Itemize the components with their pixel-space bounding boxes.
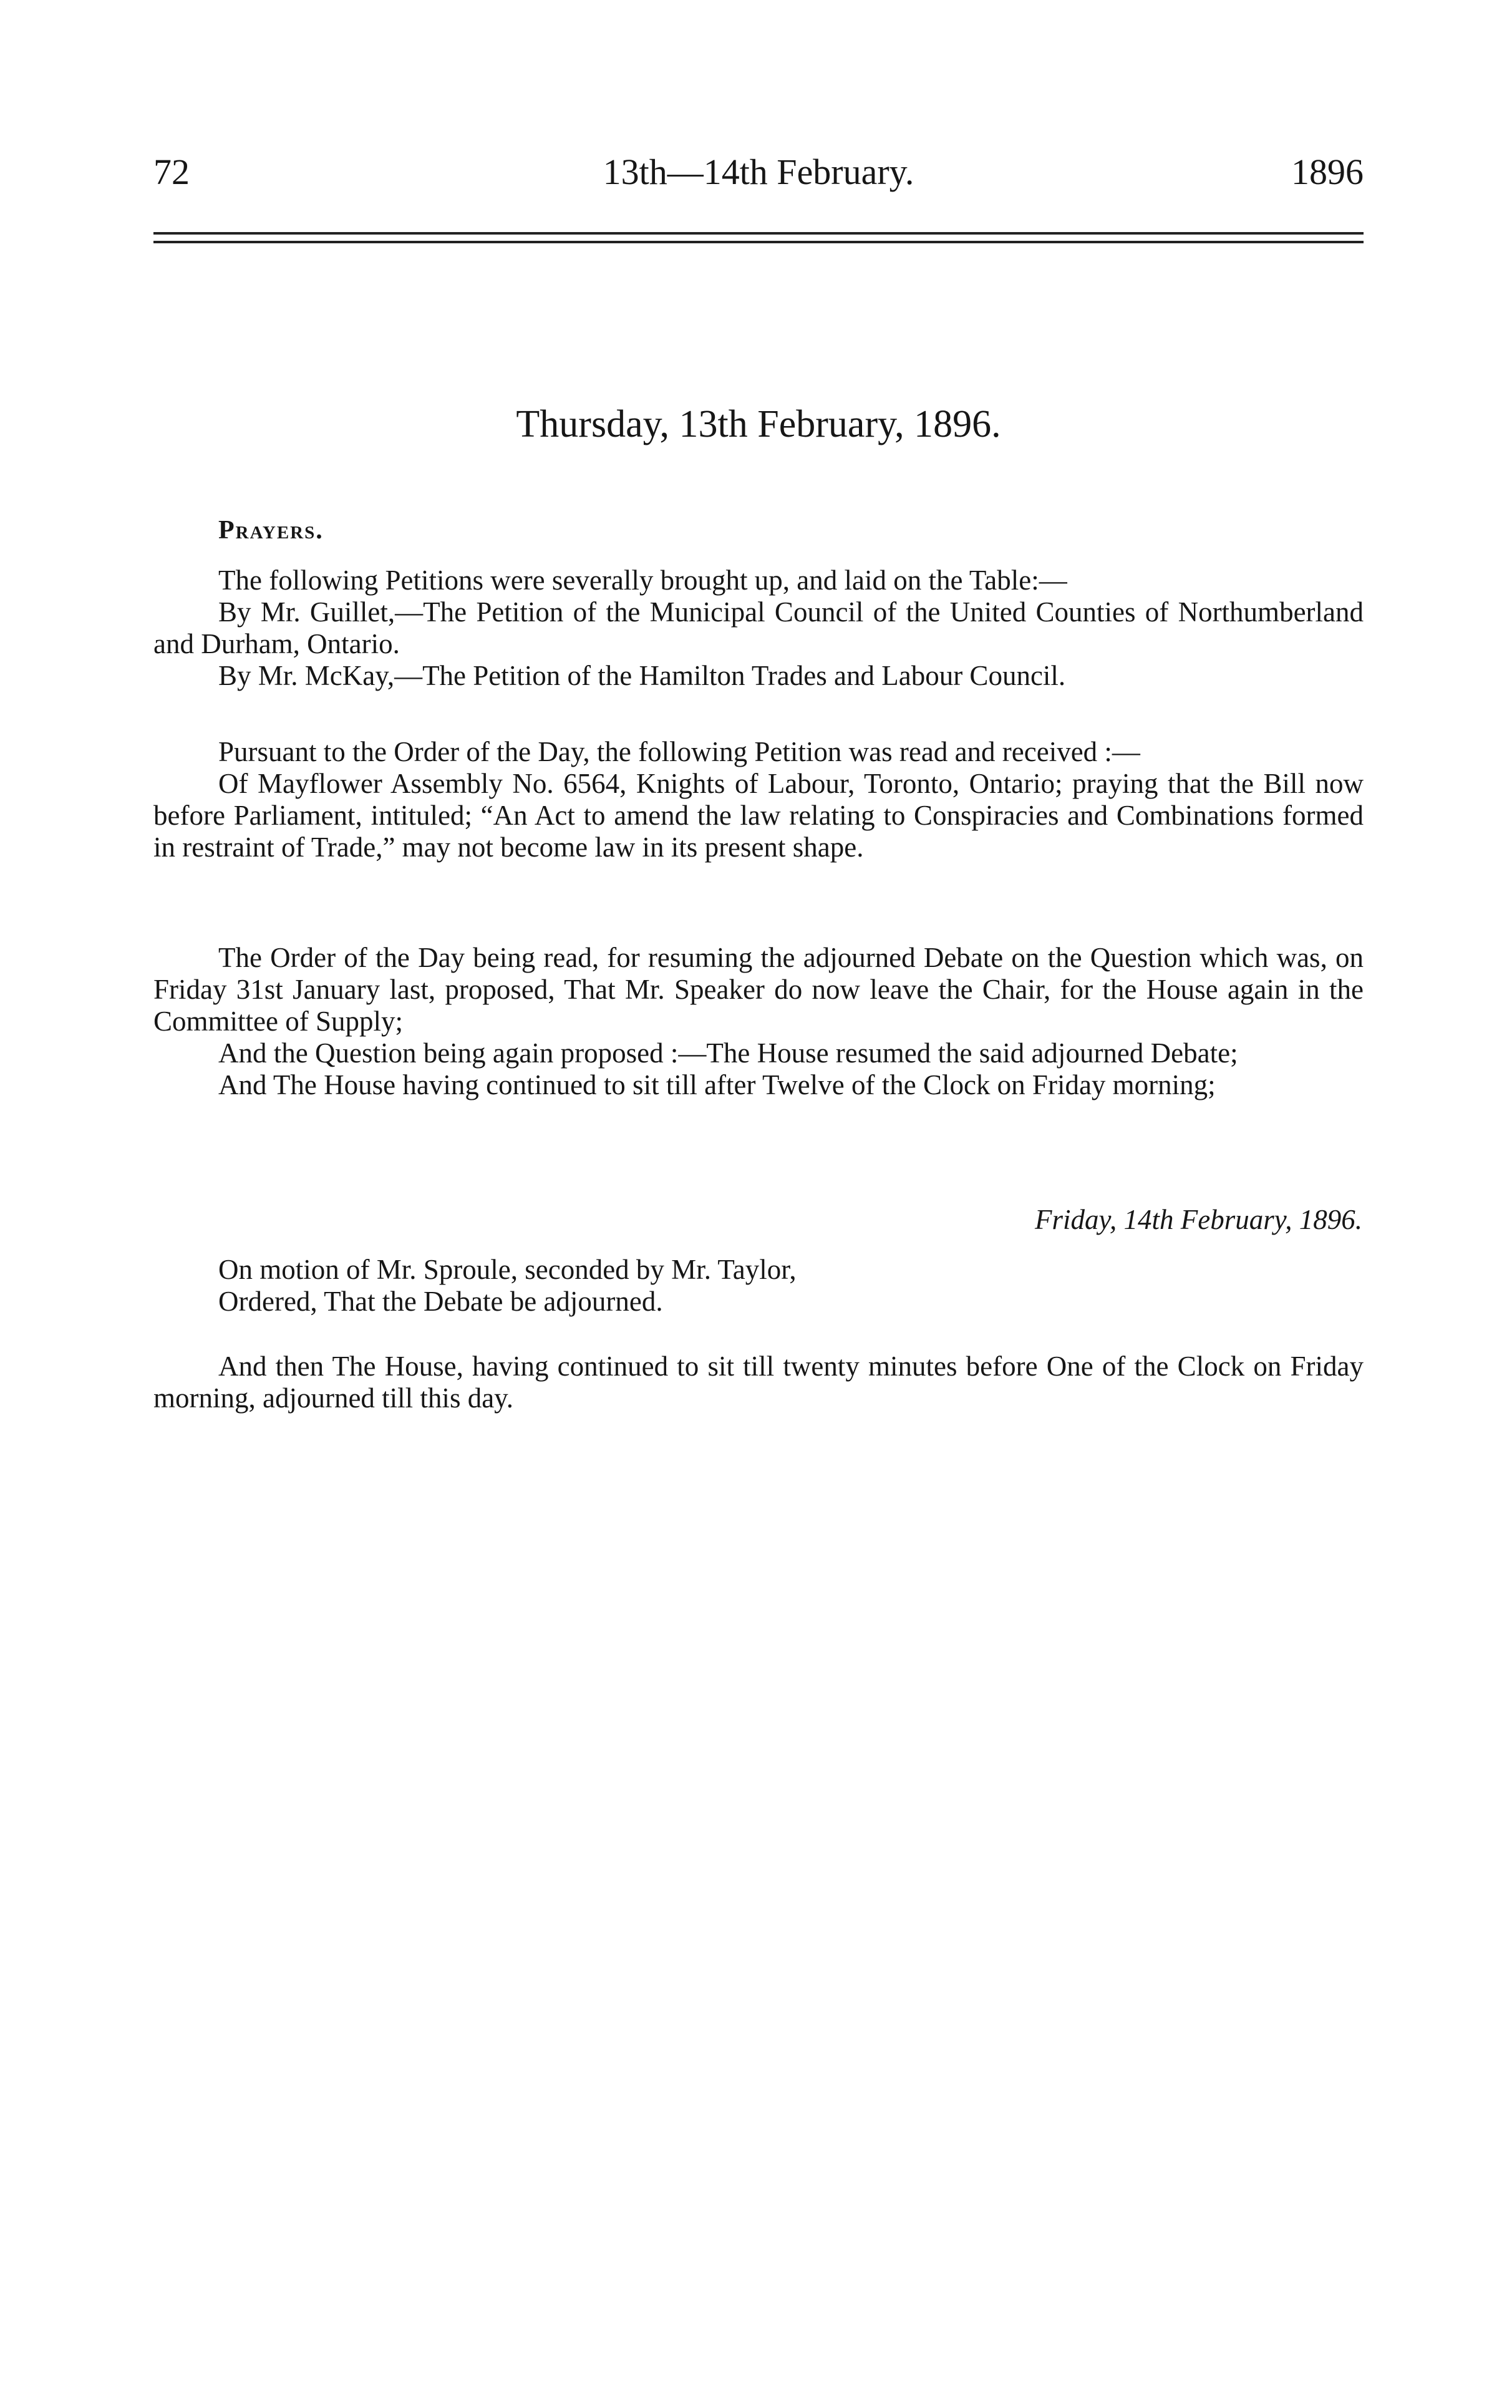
page-header [153, 147, 1364, 197]
paragraph: By Mr. Guillet,—The Petition of the Municipal Council of the United Counties of Northumberland and Durham, Ontario. [153, 596, 1364, 659]
running-title: 13th—14th February. [603, 152, 914, 192]
paragraph: By Mr. McKay,—The Petition of the Hamilton Trades and Labour Council. [218, 660, 1066, 691]
paragraph: On motion of Mr. Sproule, seconded by Mr. Taylor, [218, 1254, 797, 1285]
paragraph: And the Question being again proposed :—The House resumed the said adjourned Debate; [218, 1037, 1238, 1069]
page-number: 72 [153, 152, 190, 192]
order-petition-section [153, 736, 1364, 863]
header-year: 1896 [1291, 152, 1364, 192]
debate-section [153, 942, 1364, 1101]
header-rule-bottom [153, 241, 1364, 243]
prayers-heading: Prayers. [218, 516, 324, 545]
paragraph: And then The House, having continued to sit till twenty minutes before One of the Clock on Friday morning, adjourned till this day. [153, 1351, 1364, 1414]
paragraph: And The House having continued to sit till after Twelve of the Clock on Friday morning; [218, 1069, 1216, 1100]
adjournment-section [153, 1351, 1364, 1414]
petitions-section [153, 565, 1364, 692]
motion-section [153, 1254, 1364, 1318]
day-heading: Thursday, 13th February, 1896. [516, 403, 1001, 445]
header-rule-top [153, 232, 1364, 235]
paragraph: Of Mayflower Assembly No. 6564, Knights of Labour, Toronto, Ontario; praying that the Bill now before Parliament, intituled; “An Act to amend the law relating to Conspiracies and Combinations formed in restraint of Trade,” may not become law in its present shape. [153, 768, 1364, 863]
paragraph: The following Petitions were severally brought up, and laid on the Table:— [218, 565, 1067, 596]
paragraph: The Order of the Day being read, for resuming the adjourned Debate on the Question which was, on Friday 31st January last, proposed, That Mr. Speaker do now leave the Chair, for the House again in the Committee of Supply; [153, 942, 1364, 1037]
date-line: Friday, 14th February, 1896. [1035, 1204, 1362, 1235]
paragraph: Pursuant to the Order of the Day, the following Petition was read and received :— [218, 736, 1140, 767]
paragraph: Ordered, That the Debate be adjourned. [218, 1286, 663, 1317]
